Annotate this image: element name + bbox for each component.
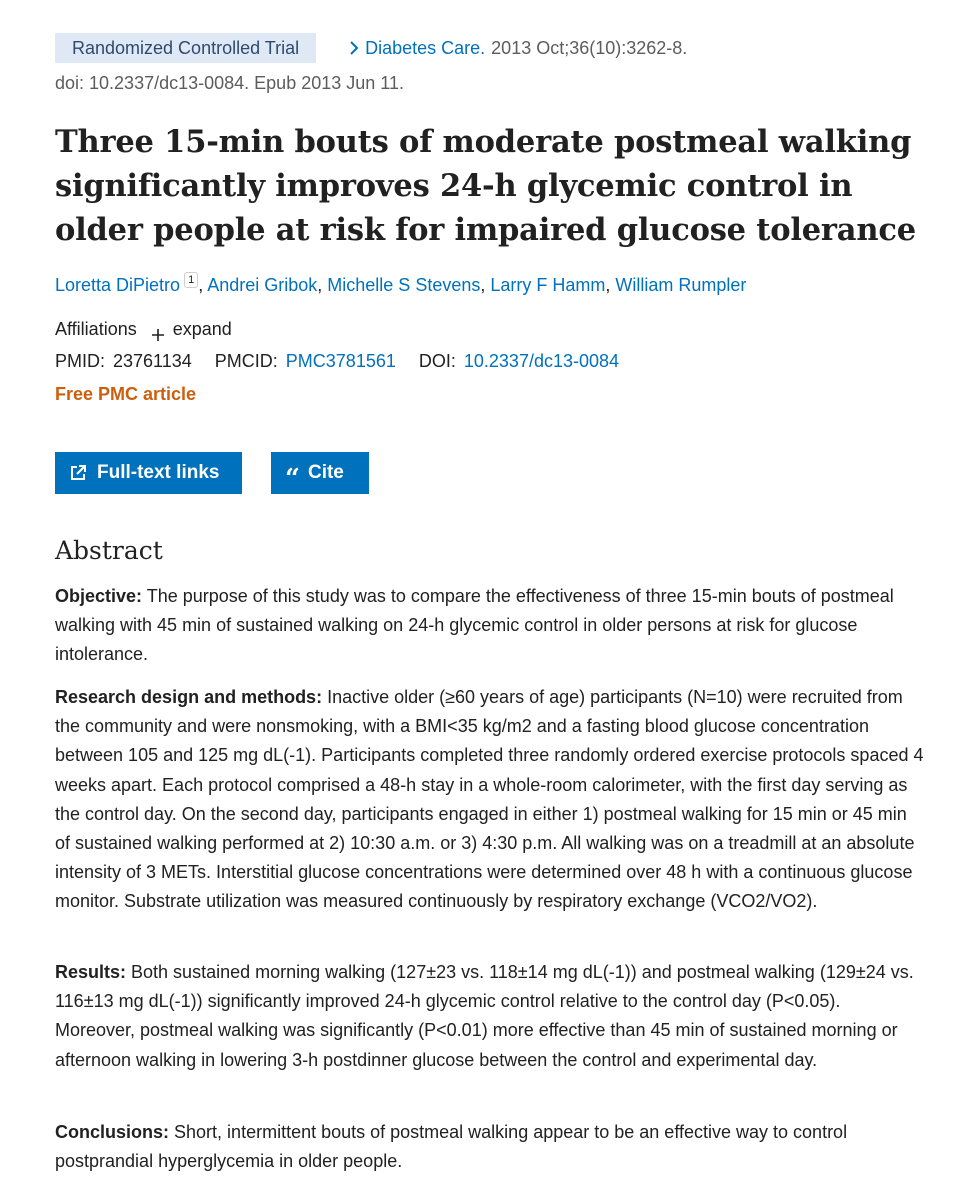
abstract-methods xyxy=(55,683,925,917)
author-list: Loretta DiPietro 1 , Andrei Gribok, Michelle S Stevens, Larry F Hamm, William Rumpler xyxy=(55,274,747,295)
journal-link[interactable]: Diabetes Care. xyxy=(365,38,486,58)
abstract-conclusions xyxy=(55,1118,925,1176)
section-text: The purpose of this study was to compare the effectiveness of three 15-min bouts of postmeal walking with 45 min of sustained walking on 24-h glycemic control in older persons at risk for glucose intolerance. xyxy=(55,586,894,665)
doi-line: doi: 10.2337/dc13-0084. Epub 2013 Jun 11. xyxy=(55,73,404,93)
external-link-icon xyxy=(69,464,87,482)
author-link[interactable]: Larry F Hamm xyxy=(490,275,606,295)
section-label: Results: xyxy=(55,962,127,982)
author-link[interactable]: William Rumpler xyxy=(615,275,747,295)
article-title: Three 15-min bouts of moderate postmeal walking significantly improves 24-h glycemic control in older people at risk for impaired glucose tolerance xyxy=(55,124,916,248)
section-text: Inactive older (≥60 years of age) participants (N=10) were recruited from the community and were nonsmoking, with a BMI<35 kg/m2 and a fasting blood glucose concentration between 105 and 125 mg dL(-1). Participants completed three randomly ordered exercise protocols spaced 4 weeks apart. Each protocol comprised a 48-h stay in a whole-room calorimeter, with the first day serving as the control day. On the second day, participants engaged in either 1) postmeal walking for 15 min or 45 min of sustained walking performed at 2) 10:30 a.m. or 3) 4:30 p.m. All walking was on a treadmill at an absolute intensity of 3 METs. Interstitial glucose concentrations were determined over 48 h with a continuous glucose monitor. Substrate utilization was measured continuously by respiratory exchange (VCO2/VO2). xyxy=(55,687,924,912)
identifier-list xyxy=(55,347,637,375)
full-text-links-button[interactable] xyxy=(55,452,242,494)
article-meta xyxy=(55,33,687,63)
abstract-objective xyxy=(55,582,925,670)
author-link[interactable]: Andrei Gribok xyxy=(207,275,318,295)
pmcid-link[interactable]: PMC3781561 xyxy=(285,351,396,371)
cite-button[interactable] xyxy=(271,452,369,494)
cite-label: Cite xyxy=(307,462,344,483)
plus-icon xyxy=(151,322,165,336)
author-link[interactable]: Loretta DiPietro xyxy=(55,275,181,295)
chevron-right-icon[interactable] xyxy=(345,38,363,58)
free-pmc-label: Free PMC article xyxy=(55,384,197,404)
section-label: Conclusions: xyxy=(55,1122,170,1142)
affiliations-label: Affiliations xyxy=(55,319,137,339)
pmid-label: PMID: xyxy=(55,351,106,371)
pmcid-label: PMCID: xyxy=(214,351,278,371)
section-label: Objective: xyxy=(55,586,143,606)
full-text-links-label: Full-text links xyxy=(97,462,220,483)
affiliations-toggle[interactable] xyxy=(55,315,232,343)
abstract-heading: Abstract xyxy=(55,536,163,565)
affiliation-marker[interactable]: 1 xyxy=(184,272,198,288)
abstract-results xyxy=(55,958,925,1075)
citation-text: 2013 Oct;36(10):3262-8. xyxy=(491,38,688,58)
doi-link[interactable]: 10.2337/dc13-0084 xyxy=(463,351,620,371)
pmid-value: 23761134 xyxy=(113,351,192,371)
expand-label: expand xyxy=(172,319,232,339)
doi-label: DOI: xyxy=(418,351,456,371)
section-text: Short, intermittent bouts of postmeal walking appear to be an effective way to control postprandial hyperglycemia in older people. xyxy=(55,1122,848,1172)
section-text: Both sustained morning walking (127±23 vs. 118±14 mg dL(-1)) and postmeal walking (129±24 vs. 116±13 mg dL(-1)) significantly improved 24-h glycemic control relative to the control day (P<0.05). Moreover, postmeal walking was significantly (P<0.01) more effective than 45 min of sustained morning or afternoon walking in lowering 3-h postdinner glucose between the control and experimental day. xyxy=(55,962,914,1070)
article-type-badge: Randomized Controlled Trial xyxy=(55,33,316,63)
section-label: Research design and methods: xyxy=(55,687,323,707)
author-link[interactable]: Michelle S Stevens xyxy=(327,275,481,295)
quote-icon: “ xyxy=(285,464,300,494)
